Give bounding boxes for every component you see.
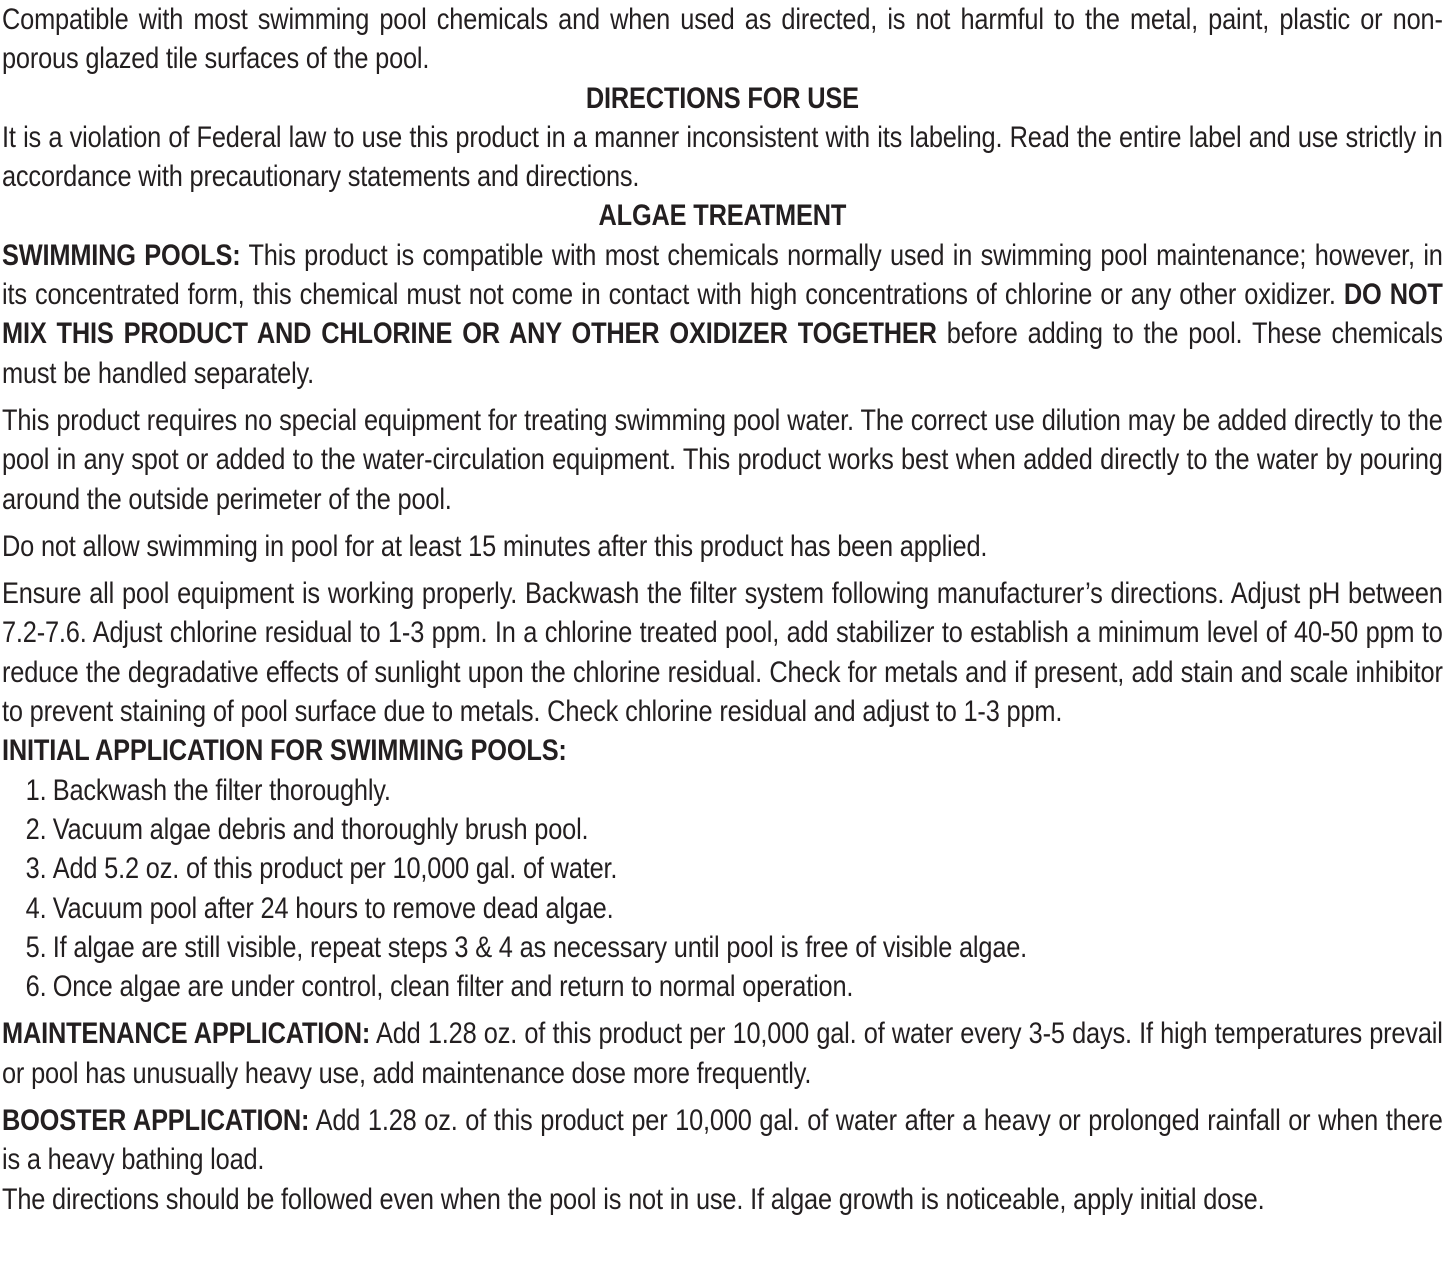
closing-paragraph: The directions should be followed even when the pool is not in use. If algae growth is noticeable, apply initial dose. bbox=[2, 1182, 1265, 1216]
list-item bbox=[26, 967, 1443, 1006]
maintenance-text: Add 1.28 oz. of this product per 10,000 gal. of water every 3-5 days. If high temperatures prevail or pool has unusually heavy use, add maintenance dose more frequently. bbox=[2, 1017, 1443, 1090]
swimming-pools-text-2: before adding to the pool. These chemicals must be handled separately. bbox=[2, 317, 1443, 390]
list-item bbox=[26, 849, 1443, 888]
initial-application-steps bbox=[2, 771, 1443, 1007]
booster-paragraph bbox=[2, 1101, 1443, 1180]
step-number: 3. bbox=[25, 852, 47, 886]
list-item bbox=[26, 810, 1443, 849]
product-label-text bbox=[2, 0, 1443, 1219]
compatibility-paragraph: Compatible with most swimming pool chemicals and when used as directed, is not harmful to the metal, paint, plastic or non-porous glazed tile surfaces of the pool. bbox=[2, 3, 1443, 76]
step-number: 2. bbox=[25, 812, 47, 846]
step-number: 1. bbox=[25, 773, 47, 807]
directions-paragraph: It is a violation of Federal law to use this product in a manner inconsistent with its labeling. Read the entire label and use strictly in accordance with precautionary statements and directions. bbox=[2, 120, 1443, 194]
booster-text: Add 1.28 oz. of this product per 10,000 gal. of water after a heavy or prolonged rainfall or when there is a heavy bathing load. bbox=[2, 1104, 1443, 1177]
swim-wait-paragraph: Do not allow swimming in pool for at least 15 minutes after this product has been applied. bbox=[2, 529, 988, 563]
list-item bbox=[26, 771, 1443, 810]
step-number: 4. bbox=[25, 891, 47, 925]
maintenance-label: MAINTENANCE APPLICATION: bbox=[2, 1017, 371, 1051]
step-text: Vacuum algae debris and thoroughly brush pool. bbox=[52, 812, 589, 846]
initial-application-heading: INITIAL APPLICATION FOR SWIMMING POOLS: bbox=[2, 734, 567, 768]
step-text: Vacuum pool after 24 hours to remove dead algae. bbox=[52, 891, 614, 925]
step-text: Once algae are under control, clean filter and return to normal operation. bbox=[52, 970, 854, 1004]
swimming-pools-text-1: This product is compatible with most chemicals normally used in swimming pool maintenance; however, in its concentrated form, this chemical must not come in contact with high concentrations of chlorine or any other oxidizer. bbox=[2, 238, 1443, 312]
swimming-pools-paragraph bbox=[2, 236, 1443, 393]
step-text: If algae are still visible, repeat steps 3 & 4 as necessary until pool is free of visible algae. bbox=[52, 930, 1028, 964]
list-item bbox=[26, 928, 1443, 967]
list-item bbox=[26, 889, 1443, 928]
directions-heading: DIRECTIONS FOR USE bbox=[585, 81, 859, 115]
equipment-paragraph: This product requires no special equipment for treating swimming pool water. The correct use dilution may be added directly to the pool in any spot or added to the water-circulation equipment. This product works best when added directly to the water by pouring around the outside perimeter of the pool. bbox=[2, 403, 1443, 516]
step-number: 5. bbox=[25, 930, 47, 964]
step-text: Add 5.2 oz. of this product per 10,000 gal. of water. bbox=[52, 852, 618, 886]
algae-treatment-heading: ALGAE TREATMENT bbox=[598, 199, 847, 233]
step-text: Backwash the filter thoroughly. bbox=[52, 773, 391, 807]
maintenance-paragraph bbox=[2, 1014, 1443, 1093]
swimming-pools-label: SWIMMING POOLS: bbox=[2, 238, 241, 272]
ensure-equipment-paragraph: Ensure all pool equipment is working properly. Backwash the filter system following manufacturer’s directions. Adjust pH between 7.2-7.6. Adjust chlorine residual to 1-3 ppm. In a chlorine treated pool, add stabilizer to establish a minimum level of 40-50 ppm to reduce the degradative effects of sunlight upon the chlorine residual. Check for metals and if present, add stain and scale inhibitor to prevent staining of pool surface due to metals. Check chlorine residual and adjust to 1-3 ppm. bbox=[2, 577, 1443, 729]
step-number: 6. bbox=[25, 970, 47, 1004]
booster-label: BOOSTER APPLICATION: bbox=[2, 1104, 310, 1138]
mixing-warning: DO NOT MIX THIS PRODUCT AND CHLORINE OR ANY OTHER OXIDIZER TOGETHER bbox=[2, 278, 1443, 351]
